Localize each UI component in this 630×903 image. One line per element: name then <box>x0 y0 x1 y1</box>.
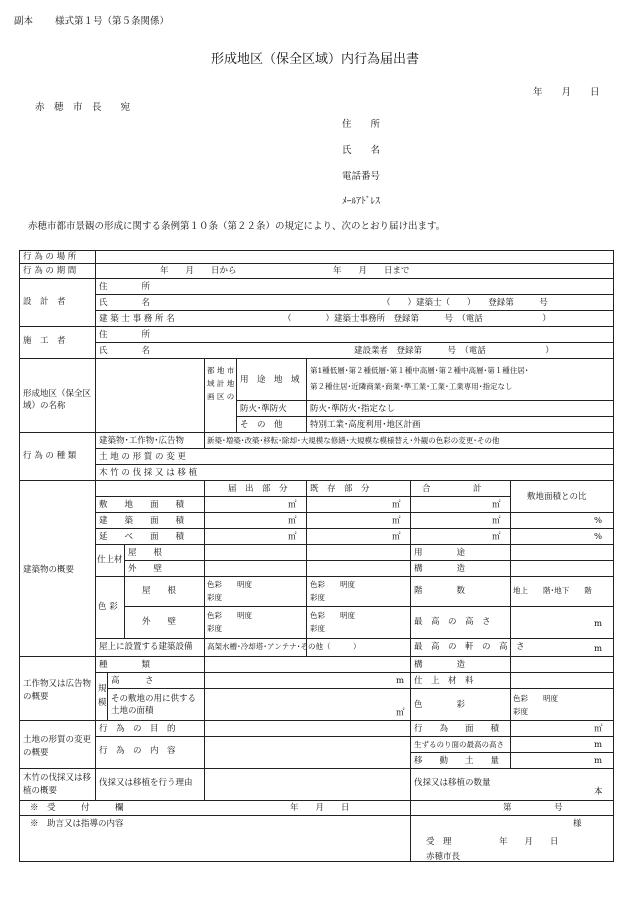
col-ratio-header: 敷地面積との比 <box>527 492 587 502</box>
form-number: 様式第１号（第５条関係） <box>55 16 170 27</box>
sqm-unit: ㎡ <box>392 500 401 510</box>
receipt-label: ※ 受 付 欄 <box>30 803 124 813</box>
m-unit: m <box>594 644 603 654</box>
action-area-label: 行 為 面 積 <box>414 724 500 734</box>
applicant-phone-label: 電話番号 <box>342 171 381 182</box>
accept-label: 受 理 <box>426 837 452 847</box>
content-label: 行 為 の 内 容 <box>99 746 176 756</box>
m-unit: m <box>396 676 405 686</box>
period-to: 年 月 日まで <box>333 266 410 276</box>
color-roof-label: 屋 根 <box>142 586 177 596</box>
fire-zone-label: 防火･準防火 <box>240 404 287 414</box>
accept-date: 年 月 日 <box>499 837 559 847</box>
mayor-label: 赤穂市長 <box>426 852 461 862</box>
scale-label: 規 模 <box>98 684 107 708</box>
color-label: 色 彩 <box>98 602 118 612</box>
rooftop-label: 屋上に設置する建築設備 <box>99 642 193 652</box>
use-zone-label: 用 途 地 域 <box>240 375 300 385</box>
applicant-email-label: ﾒｰﾙｱﾄﾞﾚｽ <box>342 196 381 207</box>
color-roof-apply-hue: 色彩 明度 <box>207 580 252 589</box>
max-eave-label: 最 高 の 軒 の 高 さ <box>414 642 525 652</box>
finish-material-label: 仕 上 材 料 <box>414 676 474 686</box>
color-roof-exist-saturation: 彩度 <box>310 593 325 602</box>
kind-building-label: 建築物･工作物･広告物 <box>99 436 185 446</box>
color-wall-apply-hue: 色彩 明度 <box>207 611 252 620</box>
office-name-label: 建 築 士 事 務 所 名 <box>99 314 175 324</box>
site-area-use-label: その敷地の用に供する土地の面積 <box>111 694 197 716</box>
use-label: 用 途 <box>414 548 466 558</box>
sama-label: 様 <box>573 819 582 829</box>
structure-kind-label: 構 造 <box>414 660 466 670</box>
recipient: 赤 穂 市 長 宛 <box>35 102 131 113</box>
color-roof-exist-hue: 色彩 明度 <box>310 580 355 589</box>
sqm-unit: ㎡ <box>392 532 401 542</box>
col-total-header: 合 計 <box>422 484 482 494</box>
sqm-unit: ㎡ <box>288 500 297 510</box>
max-height-label: 最 高 の 高 さ <box>414 617 491 627</box>
builder-address-label: 住 所 <box>99 330 151 340</box>
sqm-unit: ㎡ <box>288 516 297 526</box>
city-plan-label: 都 地 市 域 計 地 画 区 の <box>207 366 235 401</box>
period-from: 年 月 日から <box>160 266 237 276</box>
soil-volume-label: 移 動 土 量 <box>414 756 500 766</box>
use-zone-options-1: 第1種低層･第２種低層･第１種中高層･第２種中高層･第１種住居･ <box>310 366 529 375</box>
tree-count-label: 伐採又は移植の数量 <box>414 778 491 788</box>
tree-reason-label: 伐採又は移植を行う理由 <box>99 778 193 788</box>
other-zone-label: そ の 他 <box>240 420 283 430</box>
kind-label: 行 為 の 種 類 <box>23 451 77 461</box>
finish-roof-label: 屋 根 <box>128 548 163 558</box>
color-roof-apply-saturation: 彩度 <box>207 593 222 602</box>
fire-zone-options: 防火･準防火･指定なし <box>310 404 396 414</box>
builder-name-label: 氏 名 <box>99 346 151 356</box>
period-label: 行 為 の 期 間 <box>23 266 77 276</box>
office-registration: （ ）建築士事務所 登録第 号 （電話 ） <box>283 314 551 324</box>
kind-land-label: 土 地 の 形 質 の 変 更 <box>99 452 186 462</box>
pct-unit: % <box>594 532 603 542</box>
color-wall-exist-hue: 色彩 明度 <box>310 611 355 620</box>
designer-name-label: 氏 名 <box>99 298 151 308</box>
finish-wall-label: 外 壁 <box>128 564 163 574</box>
copy-label: 副本 <box>14 16 34 27</box>
floors-label: 階 数 <box>414 586 466 596</box>
col-exist-header: 既 存 部 分 <box>310 484 370 494</box>
sqm-unit: ㎡ <box>492 516 501 526</box>
tree-summary-label: 木竹の伐採又は移植の概要 <box>23 773 92 796</box>
m-unit: m <box>594 740 603 750</box>
use-zone-options-2: 第２種住居･近隣商業･商業･準工業･工業･工業専用･指定なし <box>310 382 513 391</box>
sqm-unit: ㎡ <box>492 532 501 542</box>
sqm-unit: ㎡ <box>396 708 405 718</box>
other-zone-options: 特別工業･高度利用･地区計画 <box>310 420 421 430</box>
color-wall-label: 外 壁 <box>142 617 177 627</box>
sqm-unit: ㎡ <box>288 532 297 542</box>
height-label: 高 さ <box>111 676 154 686</box>
finish-label: 仕上材 <box>97 555 123 565</box>
building-summary-label: 建築物の概要 <box>23 565 75 575</box>
place-label: 行 為 の 場 所 <box>23 252 77 262</box>
structure-summary-label: 工作物又は広告物の概要 <box>23 679 92 702</box>
site-area-label: 敷 地 面 積 <box>99 500 185 510</box>
structure-color-hue: 色彩 明度 <box>513 694 558 703</box>
sqm-unit: ㎡ <box>594 724 603 734</box>
kind-tree-label: 木 竹 の 伐 採 又 は 移 植 <box>99 468 198 478</box>
architect-registration: （ ）建築士（ ） 登録第 号 <box>382 298 548 308</box>
floors-value: 地上 階･地下 階 <box>513 586 592 595</box>
land-summary-label: 土地の形質の変更の概要 <box>23 735 92 758</box>
color-short-label: 色 彩 <box>414 700 466 710</box>
applicant-address-label: 住 所 <box>342 119 381 130</box>
intro-text: 赤穂市都市景観の形成に関する条例第１０条（第２２条）の規定により、次のとおり届け出ます。 <box>28 221 446 232</box>
slope-height-label: 生ずるのり面の最高の高さ <box>414 740 504 749</box>
building-area-label: 建 築 面 積 <box>99 516 185 526</box>
structure-label: 構 造 <box>414 564 466 574</box>
col-apply-header: 届 出 部 分 <box>228 484 288 494</box>
advice-label: ※ 助言又は指導の内容 <box>30 819 124 829</box>
purpose-label: 行 為 の 目 的 <box>99 724 176 734</box>
structure-color-saturation: 彩度 <box>513 707 528 716</box>
color-wall-apply-saturation: 彩度 <box>207 624 222 633</box>
receipt-number: 第 号 <box>503 803 563 813</box>
builder-label: 施 工 者 <box>23 336 66 346</box>
submission-date: 年 月 日 <box>533 87 600 98</box>
designer-address-label: 住 所 <box>99 282 151 292</box>
color-wall-exist-saturation: 彩度 <box>310 624 325 633</box>
builder-registration: 建設業者 登録第 号 （電話 ） <box>354 346 554 356</box>
receipt-date: 年 月 日 <box>290 803 350 813</box>
m-unit: m <box>594 619 603 629</box>
kind-building-options: 新築･増築･改築･移転･除却･大規模な修繕･大規模な模様替え･外観の色彩の変更･その他 <box>207 436 500 445</box>
applicant-name-label: 氏 名 <box>342 145 381 156</box>
type-label: 種 類 <box>99 660 151 670</box>
rooftop-options: 高架水槽･冷却塔･アンテナ･その他（ ） <box>207 642 361 651</box>
floor-area-label: 延 べ 面 積 <box>99 532 185 542</box>
document-title: 形成地区（保全区域）内行為届出書 <box>211 52 420 67</box>
pct-unit: % <box>594 516 603 526</box>
sqm-unit: ㎡ <box>392 516 401 526</box>
tree-unit: 本 <box>594 787 603 797</box>
sqm-unit: ㎡ <box>492 500 501 510</box>
m-unit: m <box>594 756 603 766</box>
designer-label: 設 計 者 <box>23 297 66 307</box>
district-name-label: 形成地区（保全区域）の名称 <box>23 389 92 411</box>
